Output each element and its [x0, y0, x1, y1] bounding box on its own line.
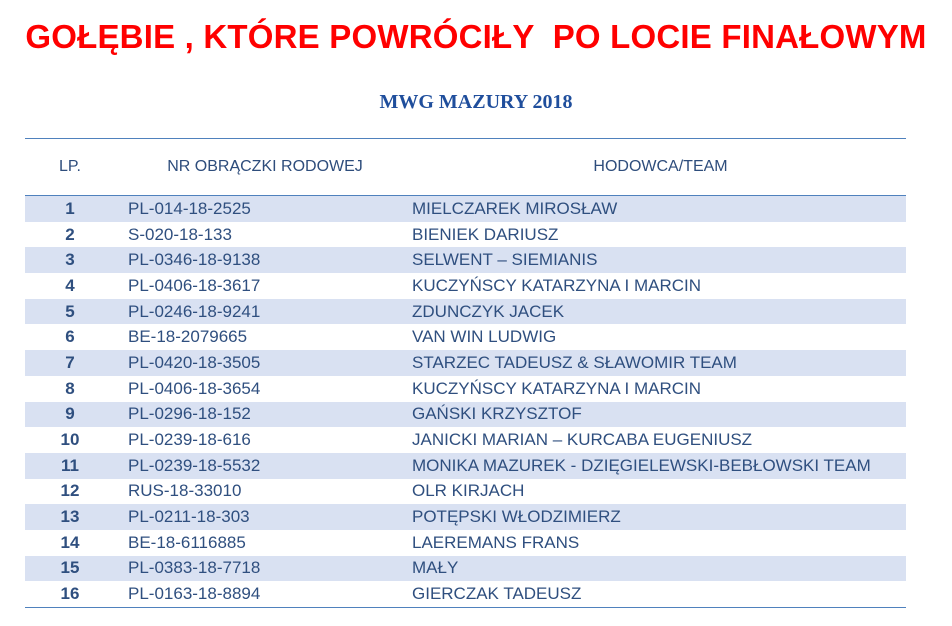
cell-lp: 6 — [65, 327, 75, 347]
cell-breeder: BIENIEK DARIUSZ — [412, 224, 559, 244]
table-row — [25, 222, 906, 248]
table-row — [25, 273, 906, 299]
cell-breeder: VAN WIN LUDWIG — [412, 327, 557, 347]
header-ring-number: NR OBRĄCZKI RODOWEJ — [167, 158, 363, 175]
table-row — [25, 453, 906, 479]
cell-breeder: GAŃSKI KRZYSZTOF — [412, 404, 582, 424]
cell-breeder: GIERCZAK TADEUSZ — [412, 584, 582, 604]
table-row — [25, 479, 906, 505]
cell-ring-number: BE-18-6116885 — [128, 532, 246, 552]
table-row — [25, 427, 906, 453]
table-row — [25, 556, 906, 582]
cell-ring-number: PL-0211-18-303 — [128, 507, 250, 527]
cell-lp: 2 — [65, 224, 75, 244]
table-row — [25, 402, 906, 428]
table-row — [25, 324, 906, 350]
cell-ring-number: PL-0239-18-616 — [128, 430, 251, 450]
table-row — [25, 299, 906, 325]
cell-breeder: STARZEC TADEUSZ & SŁAWOMIR TEAM — [412, 352, 737, 372]
cell-breeder: LAEREMANS FRANS — [412, 532, 580, 552]
table-row — [25, 376, 906, 402]
cell-ring-number: RUS-18-33010 — [128, 481, 242, 501]
cell-lp: 13 — [60, 507, 80, 527]
cell-lp: 10 — [60, 430, 80, 450]
header-breeder: HODOWCA/TEAM — [593, 158, 728, 175]
cell-lp: 4 — [65, 275, 75, 295]
cell-lp: 15 — [60, 558, 80, 578]
table-row — [25, 350, 906, 376]
table-row — [25, 581, 906, 607]
cell-ring-number: PL-0239-18-5532 — [128, 455, 261, 475]
cell-ring-number: S-020-18-133 — [128, 224, 232, 244]
cell-lp: 8 — [65, 378, 75, 398]
cell-ring-number: PL-0420-18-3505 — [128, 352, 261, 372]
cell-breeder: POTĘPSKI WŁODZIMIERZ — [412, 507, 621, 527]
page-subtitle: MWG MAZURY 2018 — [379, 91, 573, 113]
cell-breeder: JANICKI MARIAN – KURCABA EUGENIUSZ — [412, 430, 753, 450]
cell-lp: 12 — [60, 481, 80, 501]
cell-breeder: MAŁY — [412, 558, 459, 578]
page-title: GOŁĘBIE , KTÓRE POWRÓCIŁY PO LOCIE FINAŁOWYM — [25, 18, 927, 55]
table-row — [25, 196, 906, 222]
table-header — [25, 139, 906, 195]
cell-ring-number: PL-0163-18-8894 — [128, 584, 261, 604]
cell-breeder: SELWENT – SIEMIANIS — [412, 250, 598, 270]
results-table — [25, 138, 906, 608]
cell-ring-number: PL-0383-18-7718 — [128, 558, 261, 578]
cell-breeder: MONIKA MAZUREK - DZIĘGIELEWSKI-BEBŁOWSKI TEAM — [412, 455, 871, 475]
table-bottom-rule — [25, 607, 906, 608]
cell-lp: 7 — [65, 352, 75, 372]
cell-breeder: KUCZYŃSCY KATARZYNA I MARCIN — [412, 378, 702, 398]
cell-ring-number: PL-0406-18-3617 — [128, 275, 261, 295]
cell-ring-number: PL-0346-18-9138 — [128, 250, 261, 270]
cell-breeder: OLR KIRJACH — [412, 481, 525, 501]
cell-ring-number: PL-0246-18-9241 — [128, 301, 261, 321]
cell-ring-number: PL-0406-18-3654 — [128, 378, 261, 398]
cell-lp: 11 — [61, 455, 79, 475]
cell-lp: 16 — [60, 584, 80, 604]
cell-lp: 1 — [65, 198, 75, 218]
cell-lp: 14 — [60, 532, 80, 552]
table-row — [25, 247, 906, 273]
cell-ring-number: BE-18-2079665 — [128, 327, 248, 347]
cell-lp: 9 — [65, 404, 75, 424]
table-row — [25, 530, 906, 556]
cell-lp: 3 — [65, 250, 75, 270]
table-row — [25, 504, 906, 530]
cell-breeder: MIELCZAREK MIROSŁAW — [412, 198, 618, 218]
header-lp: LP. — [59, 158, 81, 175]
cell-breeder: KUCZYŃSCY KATARZYNA I MARCIN — [412, 275, 702, 295]
cell-ring-number: PL-014-18-2525 — [128, 198, 251, 218]
cell-breeder: ZDUNCZYK JACEK — [412, 301, 565, 321]
cell-ring-number: PL-0296-18-152 — [128, 404, 251, 424]
table-body — [25, 196, 906, 607]
cell-lp: 5 — [65, 301, 75, 321]
